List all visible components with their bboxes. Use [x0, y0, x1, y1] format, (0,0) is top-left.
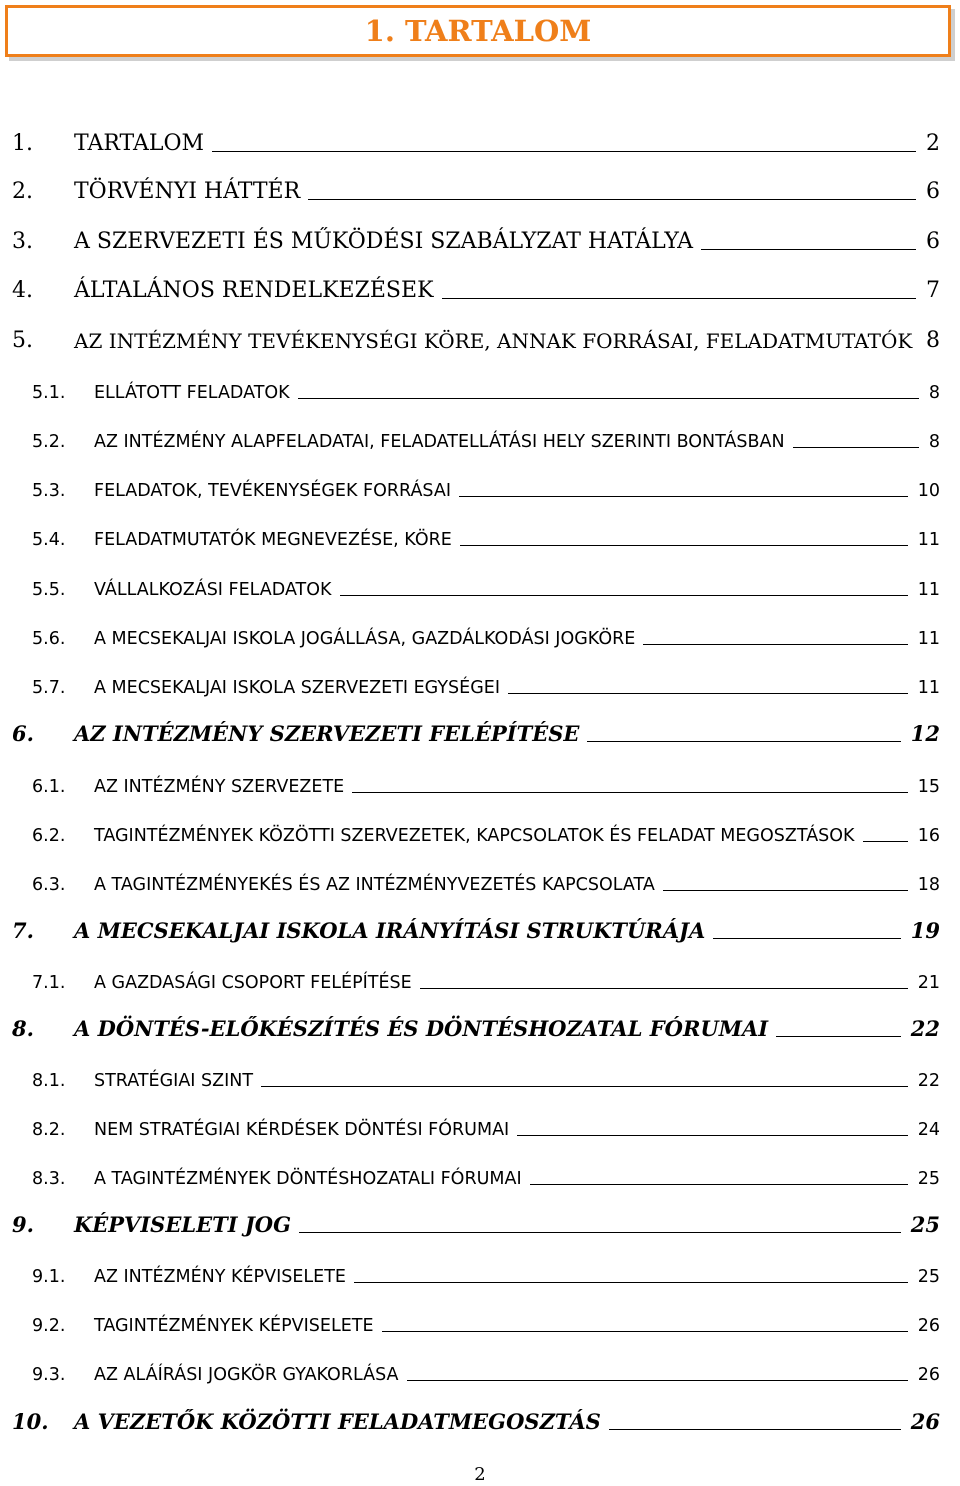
- toc-entry-6-3[interactable]: [0, 857, 960, 897]
- toc-entry-page: 26: [917, 1365, 940, 1385]
- toc-entry-number: 5.2.: [32, 432, 66, 452]
- toc-entry-5-5[interactable]: [0, 562, 960, 602]
- toc-entry-title: AZ INTÉZMÉNY TEVÉKENYSÉGI KÖRE, ANNAK FORRÁSAI, FELADATMUTATÓK: [74, 329, 913, 353]
- toc-entry-10[interactable]: [0, 1396, 960, 1436]
- toc-entry-title: TAGINTÉZMÉNYEK KÉPVISELETE: [94, 1316, 374, 1336]
- toc-leader-line: [212, 151, 916, 152]
- toc-leader-line: [299, 1232, 901, 1233]
- toc-entry-number: 6.1.: [32, 777, 66, 797]
- toc-entry-8-1[interactable]: [0, 1053, 960, 1093]
- toc-entry-page: 6: [926, 229, 940, 254]
- toc-entry-2[interactable]: [0, 166, 960, 206]
- toc-leader-line: [308, 199, 916, 200]
- toc-entry-page: 25: [910, 1212, 940, 1237]
- toc-entry-number: 8.1.: [32, 1071, 66, 1091]
- toc-leader-line: [663, 890, 908, 891]
- toc-entry-5-4[interactable]: [0, 512, 960, 552]
- toc-entry-9-1[interactable]: [0, 1249, 960, 1289]
- toc-entry-page: 16: [917, 826, 940, 846]
- toc-leader-line: [508, 693, 908, 694]
- toc-entry-page: 11: [917, 580, 940, 600]
- toc-entry-number: 3.: [12, 229, 33, 254]
- toc-entry-page: 11: [917, 678, 940, 698]
- toc-entry-title: AZ INTÉZMÉNY SZERVEZETE: [94, 777, 345, 797]
- toc-entry-page: 8: [926, 328, 940, 353]
- page-title: 1. TARTALOM: [364, 14, 592, 48]
- toc-entry-number: 9.3.: [32, 1365, 66, 1385]
- toc-entry-title: FELADATMUTATÓK MEGNEVEZÉSE, KÖRE: [94, 530, 452, 550]
- toc-leader-line: [701, 249, 916, 250]
- toc-entry-number: 6.2.: [32, 826, 66, 846]
- toc-entry-number: 9.: [12, 1212, 34, 1237]
- toc-entry-page: 21: [917, 973, 940, 993]
- toc-entry-number: 1.: [12, 131, 33, 156]
- toc-entry-title: A DÖNTÉS-ELŐKÉSZÍTÉS ÉS DÖNTÉSHOZATAL FÓRUMAI: [74, 1016, 769, 1041]
- toc-entry-5-1[interactable]: [0, 365, 960, 405]
- toc-entry-number: 5.1.: [32, 383, 66, 403]
- toc-entry-number: 8.3.: [32, 1169, 66, 1189]
- toc-leader-line: [609, 1429, 901, 1430]
- toc-entry-title: AZ INTÉZMÉNY ALAPFELADATAI, FELADATELLÁTÁSI HELY SZERINTI BONTÁSBAN: [94, 432, 785, 452]
- toc-entry-page: 6: [926, 179, 940, 204]
- toc-entry-title: AZ ALÁÍRÁSI JOGKÖR GYAKORLÁSA: [94, 1365, 399, 1385]
- toc-entry-title: A MECSEKALJAI ISKOLA JOGÁLLÁSA, GAZDÁLKODÁSI JOGKÖRE: [94, 629, 636, 649]
- toc-entry-7[interactable]: [0, 905, 960, 945]
- toc-entry-5-7[interactable]: [0, 660, 960, 700]
- toc-entry-1[interactable]: [0, 118, 960, 158]
- toc-leader-line: [407, 1380, 908, 1381]
- toc-entry-page: 15: [917, 777, 940, 797]
- toc-leader-line: [530, 1184, 908, 1185]
- toc-leader-line: [776, 1036, 901, 1037]
- toc-leader-line: [298, 398, 919, 399]
- toc-entry-title: KÉPVISELETI JOG: [74, 1212, 292, 1237]
- toc-entry-page: 11: [917, 530, 940, 550]
- toc-entry-page: 19: [910, 918, 940, 943]
- toc-entry-5[interactable]: [0, 315, 960, 355]
- toc-entry-number: 8.: [12, 1016, 34, 1041]
- toc-entry-page: 11: [917, 629, 940, 649]
- toc-entry-title: A TAGINTÉZMÉNYEK DÖNTÉSHOZATALI FÓRUMAI: [94, 1169, 522, 1189]
- toc-leader-line: [261, 1086, 908, 1087]
- toc-entry-title: TARTALOM: [74, 131, 205, 156]
- toc-entry-title: A MECSEKALJAI ISKOLA IRÁNYÍTÁSI STRUKTÚRÁJA: [74, 918, 706, 943]
- toc-entry-page: 8: [928, 432, 940, 452]
- toc-entry-title: AZ INTÉZMÉNY SZERVEZETI FELÉPÍTÉSE: [74, 721, 580, 746]
- toc-entry-8[interactable]: [0, 1003, 960, 1043]
- toc-entry-number: 9.1.: [32, 1267, 66, 1287]
- toc-entry-5-2[interactable]: [0, 414, 960, 454]
- toc-leader-line: [793, 447, 919, 448]
- toc-entry-title: VÁLLALKOZÁSI FELADATOK: [94, 580, 332, 600]
- toc-entry-title: NEM STRATÉGIAI KÉRDÉSEK DÖNTÉSI FÓRUMAI: [94, 1120, 510, 1140]
- toc-leader-line: [354, 1282, 908, 1283]
- page-number: 2: [474, 1464, 486, 1485]
- toc-entry-4[interactable]: [0, 265, 960, 305]
- toc-entry-title: ÁLTALÁNOS RENDELKEZÉSEK: [74, 278, 434, 303]
- toc-leader-line: [587, 741, 901, 742]
- toc-leader-line: [382, 1331, 908, 1332]
- toc-entry-9-2[interactable]: [0, 1298, 960, 1338]
- toc-leader-line: [340, 595, 908, 596]
- toc-leader-line: [517, 1135, 908, 1136]
- toc-entry-title: AZ INTÉZMÉNY KÉPVISELETE: [94, 1267, 346, 1287]
- toc-leader-line: [442, 298, 916, 299]
- toc-entry-page: 24: [917, 1120, 940, 1140]
- toc-entry-8-2[interactable]: [0, 1102, 960, 1142]
- toc-entry-6-2[interactable]: [0, 808, 960, 848]
- toc-entry-number: 9.2.: [32, 1316, 66, 1336]
- toc-leader-line: [420, 988, 908, 989]
- toc-entry-number: 4.: [12, 278, 33, 303]
- toc-entry-page: 8: [928, 383, 940, 403]
- toc-entry-9-3[interactable]: [0, 1347, 960, 1387]
- toc-entry-9[interactable]: [0, 1199, 960, 1239]
- toc-entry-number: 7.1.: [32, 973, 66, 993]
- toc-entry-title: FELADATOK, TEVÉKENYSÉGEK FORRÁSAI: [94, 481, 451, 501]
- toc-entry-page: 25: [917, 1169, 940, 1189]
- toc-entry-title: STRATÉGIAI SZINT: [94, 1071, 254, 1091]
- toc-entry-5-6[interactable]: [0, 611, 960, 651]
- toc-entry-page: 2: [926, 131, 940, 156]
- toc-entry-number: 5.4.: [32, 530, 66, 550]
- toc-entry-page: 7: [926, 278, 940, 303]
- toc-entry-title: TAGINTÉZMÉNYEK KÖZÖTTI SZERVEZETEK, KAPCSOLATOK ÉS FELADAT MEGOSZTÁSOK: [94, 826, 855, 846]
- toc-entry-number: 5.: [12, 328, 33, 353]
- toc-entry-title: A GAZDASÁGI CSOPORT FELÉPÍTÉSE: [94, 973, 412, 993]
- toc-entry-number: 10.: [12, 1409, 49, 1434]
- toc-entry-page: 26: [910, 1409, 940, 1434]
- toc-entry-title: A MECSEKALJAI ISKOLA SZERVEZETI EGYSÉGEI: [94, 678, 500, 698]
- toc-entry-number: 5.5.: [32, 580, 66, 600]
- toc-entry-title: A SZERVEZETI ÉS MŰKÖDÉSI SZABÁLYZAT HATÁLYA: [74, 229, 694, 254]
- toc-entry-page: 22: [910, 1016, 940, 1041]
- toc-leader-line: [459, 496, 908, 497]
- toc-entry-number: 7.: [12, 918, 34, 943]
- toc-entry-number: 6.: [12, 721, 34, 746]
- toc-entry-page: 26: [917, 1316, 940, 1336]
- toc-leader-line: [643, 644, 908, 645]
- toc-entry-3[interactable]: [0, 216, 960, 256]
- toc-entry-6[interactable]: [0, 708, 960, 748]
- toc-entry-number: 2.: [12, 179, 33, 204]
- toc-entry-number: 5.3.: [32, 481, 66, 501]
- toc-entry-title: TÖRVÉNYI HÁTTÉR: [74, 179, 301, 204]
- toc-entry-number: 5.7.: [32, 678, 66, 698]
- toc-entry-title: ELLÁTOTT FELADATOK: [94, 383, 290, 403]
- toc-leader-line: [460, 545, 908, 546]
- toc-entry-page: 25: [917, 1267, 940, 1287]
- toc-entry-page: 22: [917, 1071, 940, 1091]
- toc-entry-5-3[interactable]: [0, 463, 960, 503]
- toc-entry-title: A VEZETŐK KÖZÖTTI FELADATMEGOSZTÁS: [74, 1409, 601, 1434]
- toc-entry-7-1[interactable]: [0, 955, 960, 995]
- toc-entry-number: 5.6.: [32, 629, 66, 649]
- toc-entry-number: 6.3.: [32, 875, 66, 895]
- toc-entry-6-1[interactable]: [0, 759, 960, 799]
- toc-entry-title: A TAGINTÉZMÉNYEKÉS ÉS AZ INTÉZMÉNYVEZETÉS KAPCSOLATA: [94, 875, 655, 895]
- toc-leader-line: [863, 841, 908, 842]
- toc-entry-page: 10: [917, 481, 940, 501]
- toc-entry-page: 18: [917, 875, 940, 895]
- toc-leader-line: [713, 938, 901, 939]
- toc-entry-number: 8.2.: [32, 1120, 66, 1140]
- toc-entry-8-3[interactable]: [0, 1151, 960, 1191]
- toc-leader-line: [352, 792, 908, 793]
- toc-entry-page: 12: [910, 721, 940, 746]
